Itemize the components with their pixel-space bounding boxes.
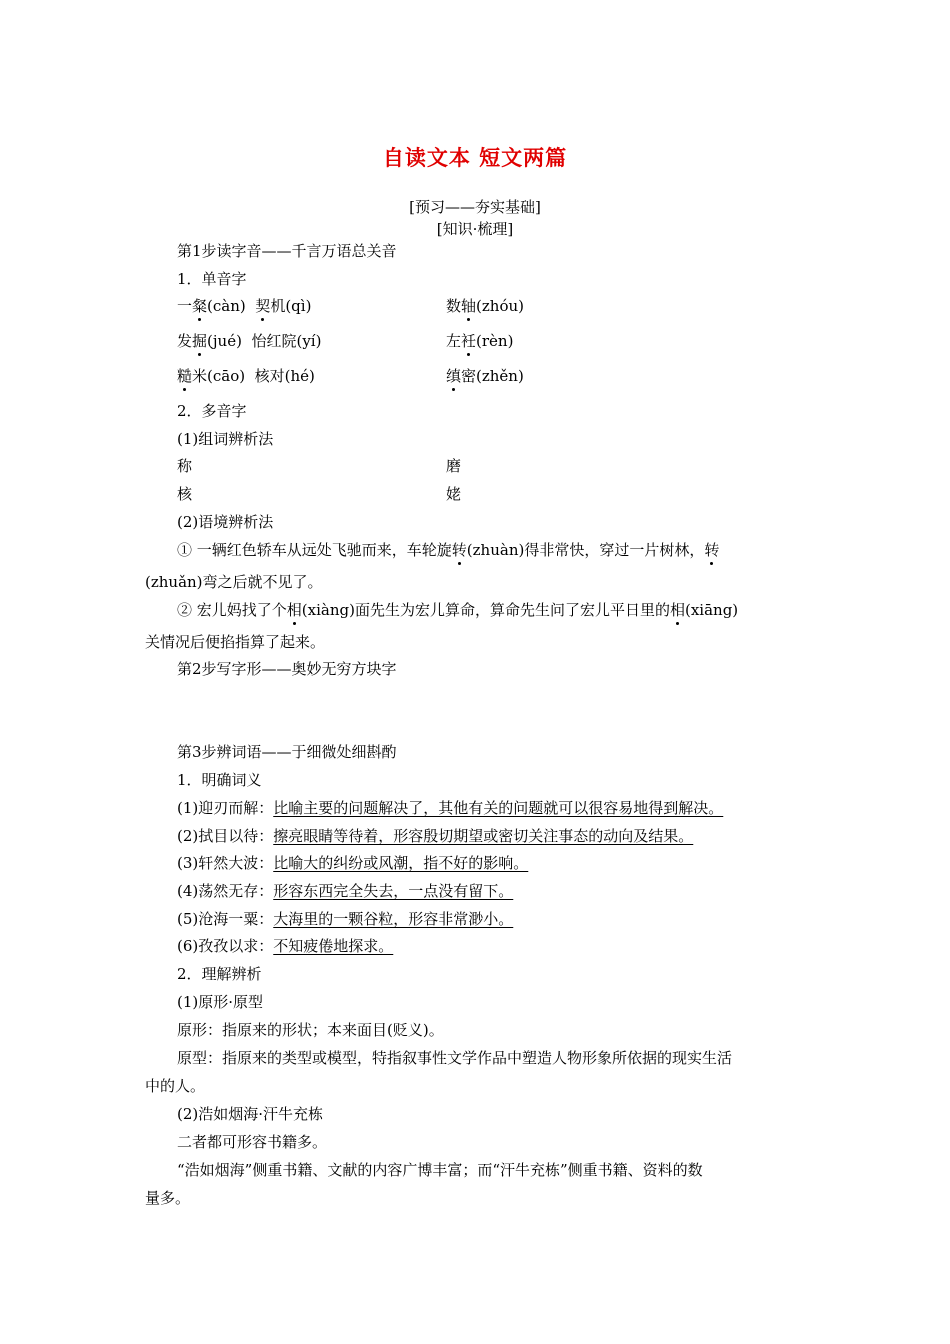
context-sentence-2-cont: 关情况后便掐指算了起来。 (145, 633, 326, 651)
char-he: 核 (177, 485, 193, 503)
dotted-char: 粲 (192, 297, 208, 315)
distinction-2-b-cont: 量多。 (145, 1189, 191, 1207)
step-3-heading: 第3步辨词语——于细微处细斟酌 (177, 743, 397, 761)
dotted-char: 相 (286, 601, 302, 619)
dotted-char: 糙 (177, 367, 193, 385)
step-1-heading: 第1步读字音——千言万语总关音 (177, 242, 397, 260)
distinction-1-title: (1)原形·原型 (177, 993, 264, 1011)
definition-answer: 形容东西完全失去，一点没有留下。 (273, 882, 514, 900)
context-sentence-2: ② 宏儿妈找了个相(xiàng)面先生为宏儿算命，算命先生问了宏儿平日里的相(xiāng) (177, 601, 739, 619)
distinction-1-a: 原形：指原来的形状；本来面目(贬义)。 (177, 1021, 444, 1039)
single-char-item: 数轴(zhóu) (446, 297, 524, 315)
dotted-char: 缜 (446, 367, 462, 385)
single-char-row: 一粲(càn) 契机(qì) (177, 297, 312, 315)
distinction-2-title: (2)浩如烟海·汗牛充栋 (177, 1105, 324, 1123)
dotted-char: 契 (255, 297, 271, 315)
step-2-heading: 第2步写字形——奥妙无穷方块字 (177, 660, 397, 678)
dotted-char: 相 (669, 601, 685, 619)
multi-char-heading: 2．多音字 (177, 402, 247, 420)
definition-answer: 大海里的一颗谷粒，形容非常渺小。 (273, 910, 514, 928)
method-2-heading: (2)语境辨析法 (177, 513, 274, 531)
dotted-char: 衽 (461, 332, 477, 350)
single-char-item: 左衽(rèn) (446, 332, 514, 350)
distinction-2-b: “浩如烟海”侧重书籍、文献的内容广博丰富；而“汗牛充栋”侧重书籍、资料的数 (177, 1161, 703, 1179)
distinction-heading: 2．理解辨析 (177, 965, 262, 983)
char-mo: 磨 (446, 457, 462, 475)
single-char-row: 发掘(jué) 怡红院(yí) (177, 332, 322, 350)
definition-item: (1)迎刃而解：比喻主要的问题解决了，其他有关的问题就可以很容易地得到解决。 (177, 799, 724, 817)
context-sentence-1-cont: (zhuǎn)弯之后就不见了。 (145, 573, 323, 591)
definition-answer: 比喻大的纠纷或风潮，指不好的影响。 (273, 854, 529, 872)
single-char-item: 缜密(zhěn) (446, 367, 524, 385)
word-meaning-heading: 1．明确词义 (177, 771, 262, 789)
dotted-char: 转 (451, 541, 467, 559)
single-char-heading: 1．单音字 (177, 270, 247, 288)
definition-item: (2)拭目以待：擦亮眼睛等待着，形容殷切期望或密切关注事态的动向及结果。 (177, 827, 694, 845)
dotted-char: 轴 (461, 297, 477, 315)
context-sentence-1: ① 一辆红色轿车从远处飞驰而来，车轮旋转(zhuàn)得非常快，穿过一片树林，转 (177, 541, 720, 559)
dotted-char: 转 (704, 541, 720, 559)
distinction-1-b-cont: 中的人。 (145, 1077, 206, 1095)
definition-answer: 擦亮眼睛等待着，形容殷切期望或密切关注事态的动向及结果。 (273, 827, 694, 845)
page-title: 自读文本 短文两篇 (382, 146, 568, 170)
definition-answer: 不知疲倦地探求。 (273, 937, 394, 955)
char-cheng: 称 (177, 457, 193, 475)
method-1-heading: (1)组词辨析法 (177, 430, 274, 448)
char-lao: 姥 (446, 485, 462, 503)
section-heading-knowledge: [知识·梳理] (436, 220, 514, 238)
definition-item: (4)荡然无存：形容东西完全失去，一点没有留下。 (177, 882, 514, 900)
definition-item: (6)孜孜以求：不知疲倦地探求。 (177, 937, 394, 955)
dotted-char: 掘 (192, 332, 208, 350)
definition-item: (5)沧海一粟：大海里的一颗谷粒，形容非常渺小。 (177, 910, 514, 928)
single-char-row: 糙米(cāo) 核对(hé) (177, 367, 315, 385)
distinction-1-b: 原型：指原来的类型或模型，特指叙事性文学作品中塑造人物形象所依据的现实生活 (177, 1049, 733, 1067)
section-heading-preview: [预习——夯实基础] (409, 198, 541, 216)
distinction-2-a: 二者都可形容书籍多。 (177, 1133, 328, 1151)
definition-item: (3)轩然大波：比喻大的纠纷或风潮，指不好的影响。 (177, 854, 529, 872)
definition-answer: 比喻主要的问题解决了，其他有关的问题就可以很容易地得到解决。 (273, 799, 724, 817)
